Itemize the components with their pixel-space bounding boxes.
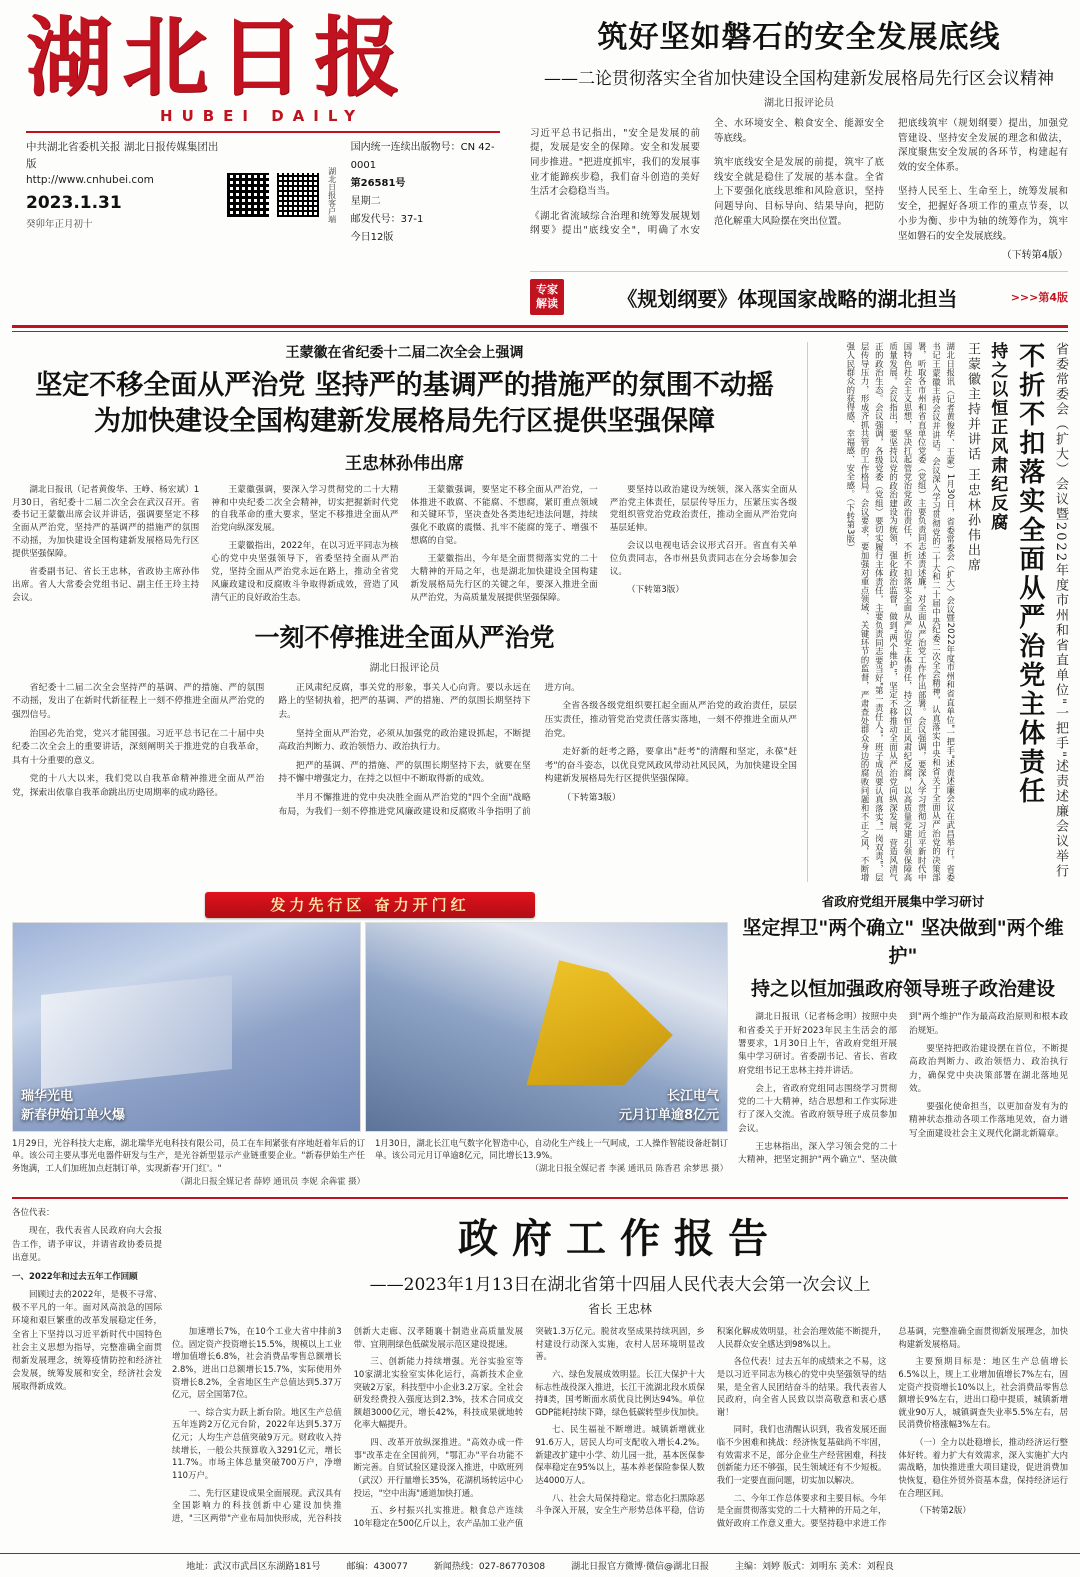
footer-editors: 主编：刘婷 版式：刘明东 美术：刘程良 (734, 1562, 894, 1572)
right-article-head: 省委常委会（扩大）会议暨2022年度市州和省直单位"一把手"述责述廉会议举行 (1053, 341, 1068, 879)
paragraph: 全省各级各级党组织要扛起全面从严治党的政治责任，层层压实责任，推动管党治党责任落实落地，一刻不停推进全面从严治党。 (544, 701, 797, 739)
caption-right-text: 1月30日，湖北长江电气数字化智造中心，自动化生产线上一气呵成，工人操作智能设备赶制订单。该公司元月订单逾8亿元，同比增长13.9%。 (375, 1137, 728, 1161)
paragraph: 习近平总书记指出，"安全是发展的前提，发展是安全的保障。安全和发展要同步推进。"把进度抓牢，我们的发展事业才能蹄疾步稳，我们奋斗创造的美好生活才会稳稳当当。 (530, 127, 700, 198)
logo-divider (26, 131, 500, 133)
masthead-info (12, 139, 512, 247)
weekday: 星期二 (350, 195, 381, 207)
paragraph: 正风肃纪反腐，事关党的形象，事关人心向背。要以永远在路上的坚韧执着，把严的基调、严的措施、严的氛围长期坚持下去。 (278, 682, 531, 720)
expert-interpretation-bar (530, 271, 1068, 315)
paragraph: 筑牢底线安全是发展的前提，筑牢了底线安全就是稳住了发展的基本盘。全省上下要强化底线思维和风险意识，坚持问题导向、目标导向、结果导向，把防范化解重大风险摆在突出位置。 (714, 156, 884, 227)
report-subtitle: ——2023年1月13日在湖北省第十四届人民代表大会第一次会议上 (369, 1275, 871, 1296)
newspaper-logo-en: HUBEI DAILY (160, 106, 364, 125)
caption-right (375, 1137, 728, 1187)
paragraph: 王蒙徽强调，要深入学习贯彻党的二十大精神和中央纪委二次全会精神，切实把握新时代党的自我革命的重大要求，坚定不移推进全面从严治党向纵深发展。 (211, 484, 399, 534)
photo-right-caption-overlay (619, 1088, 719, 1124)
paragraph: 党的十八大以来，我们党以自我革命精神推进全面从严治党，探索出依靠自我革命跳出历史周期率的成功路径。 (12, 774, 265, 799)
paragraph: 加速增长7%，在10个工业大省中排前3位。固定资产投资增长15.5%，规模以上工业增加值增长6.8%，社会消费品零售总额增长2.8%，进出口总额增长15.7%，实际使用外资增长8.2%，全省地区生产总值达到5.37万亿元，居全国第7位。 (172, 1326, 342, 1400)
paragraph: 五、乡村振兴扎实推进。粮食总产连续10年稳定在500亿斤以上，农产品加工业产值突破1.3万亿元。脱贫攻坚成果持续巩固，乡村建设行动深入实施，农村人居环境明显改善。 (353, 1326, 705, 1528)
lead-kicker: 王蒙徽在省纪委十二届二次全会上强调 (285, 344, 524, 361)
caption-left-text: 1月29日，光谷科技大走廊，湖北瑞华光电科技有限公司，员工在车间紧张有序地赶着年后的订单。该公司主要从事光电器件研发与生产，是光谷新型显示产业链重要企业。"新春伊始生产任务饱满，工人们加班加点赶制订单，实现新春'开门红'。" (12, 1137, 365, 1173)
paragraph: 三、创新能力持续增强。光谷实验室等10家湖北实验室实体化运行，高新技术企业突破2万家，科技型中小企业3.2万家。全社会研发经费投入强度达到2.3%，技术合同成交额超3000亿元，增长42%，科技成果就地转化率大幅提升。 (353, 1356, 524, 1430)
photo-band-right-article (738, 892, 1068, 1187)
footer-address: 地址：武汉市武昌区东湖路181号 (186, 1562, 321, 1572)
paragraph: 《湖北省流域综合治理和统筹发展规划纲要》提出"底线安全"，明确了水安全、水环境安全、粮食安全、能源安全等底线。 (530, 118, 884, 237)
newspaper-logo: 湖北日报 (26, 7, 410, 108)
paragraph: 坚持人民至上、生命至上，统筹发展和安全，把握好各项工作的重点节奏，以小步为衡、步中为轴的统筹作为，筑牢坚如磐石的安全发展底线。 (898, 186, 1068, 242)
gov-study-kicker: 省政府党组开展集中学习研讨 (821, 893, 985, 909)
expert-title[interactable]: 《规划纲要》体现国家战略的湖北担当 (617, 286, 958, 311)
photo-right-label-2: 元月订单逾8亿元 (618, 1107, 719, 1123)
paragraph: 要强化使命担当，以更加奋发有为的精神状态推动各项工作落地见效，奋力谱写全面建设社会主义现代化湖北新篇章。 (909, 1102, 1068, 1139)
qr-code-label: 湖北日报客户端 (327, 166, 337, 223)
paragraph: 治国必先治党，党兴才能国强。习近平总书记在二十届中央纪委二次全会上的重要讲话，深刻阐明关于推进党的自我革命，具有十分重要的意义。 (12, 728, 265, 766)
gov-study-title-1[interactable]: 坚定捍卫"两个确立" 坚决做到"两个维护" (742, 916, 1064, 968)
paragraph: 要坚持以政治建设为统领，深入落实全面从严治党主体责任，层层传导压力，压紧压实各级党组织管党治党政治责任，推动全面从严治党向基层延伸。 (609, 484, 797, 534)
paragraph: 王蒙徽指出，今年是全面贯彻落实党的二十大精神的开局之年，也是湖北加快建设全国构建新发展格局先行区的关键之年，要深入推进全面从严治党，为高质量发展提供坚强保障。 (410, 554, 598, 603)
paragraph: 省纪委十二届二次全会坚持严的基调、严的措施、严的氛围不动摇，发出了在新时代新征程上一刻不停推进全面从严治党的强烈信号。 (12, 682, 265, 720)
paragraph: 湖北日报讯（记者黄俊华、王峥、杨宏斌）1月30日，省纪委十二届二次全会在武汉召开。省委书记王蒙徽出席会议并讲话，强调要坚定不移全面从严治党，坚持严的基调严的措施严的氛围不动摇，为加快建设全国构建新发展格局先行区提供坚强保障。 (12, 484, 200, 560)
paragraph: 各位代表！过去五年的成绩来之不易，这是以习近平同志为核心的党中央坚强领导的结果，是全省人民团结奋斗的结果。我代表省人民政府，向全省人民致以崇高敬意和衷心感谢！ (716, 1356, 887, 1417)
paragraph: 会上，省政府党组同志围绕学习贯彻党的二十大精神，结合思想和工作实际进行了深入交流。省政府领导班子成员参加会议。 (738, 1083, 897, 1134)
photo-band (12, 892, 1068, 1187)
report-salutation: 各位代表： (12, 1208, 55, 1219)
photo-captions (12, 1137, 728, 1187)
report-jump[interactable]: （下转第2版） (915, 1505, 971, 1516)
paragraph: 湖北日报讯（记者杨念明）按照中央和省委关于开好2023年民主生活会的部署要求，1月30日上午，省政府党组开展集中学习研讨。省委副书记、省长、省政府党组书记王忠林主持并讲话。 (738, 1012, 897, 1076)
paragraph: 会议以电视电话会议形式召开。省直有关单位负责同志，各市州县负责同志在分会场参加会议。 (609, 541, 797, 577)
caption-left-credit: （湖北日报全媒记者 薛婷 通讯员 李妮 余犇霍 摄） (175, 1175, 365, 1186)
report-body (172, 1325, 1068, 1529)
photo-right-label-1: 长江电气 (666, 1089, 719, 1105)
editorial-byline: 湖北日报评论员 (369, 662, 440, 674)
post-code: 邮发代号：37-1 (350, 213, 424, 225)
paragraph: 六、绿色发展成效明显。长江大保护十大标志性战役深入推进，长江干流湖北段水质保持Ⅱ类，国考断面水质优良比例达94%。单位GDP能耗持续下降，绿色低碳转型步伐加快。 (535, 1369, 705, 1417)
report-section-heading: 一、2022年和过去五年工作回顾 (12, 1271, 138, 1282)
page-count: 今日12版 (350, 231, 394, 243)
photo-changjiang-electric (365, 922, 728, 1132)
paragraph: 八、社会大局保持稳定。常态化扫黑除恶斗争深入开展，安全生产形势总体平稳，信访积案化解成效明显，社会治理效能不断提升，人民群众安全感达到98%以上。 (535, 1326, 887, 1516)
editorial-title[interactable]: 一刻不停推进全面从严治党 (254, 622, 555, 652)
issue-number: 第26581号 (350, 177, 406, 189)
lead-article-body (12, 484, 797, 608)
gov-study-title-2[interactable]: 持之以恒加强政府领导班子政治建设 (750, 977, 1055, 1000)
masthead-divider (12, 325, 1068, 332)
top-headline-title[interactable]: 筑好坚如磐石的安全发展底线 (597, 20, 1001, 55)
editorial-body (12, 682, 797, 820)
top-headline-byline: 湖北日报评论员 (764, 98, 834, 109)
main-left-column (12, 342, 807, 882)
report-intro-column (12, 1207, 172, 1529)
paragraph: 四、改革开放纵深推进。"高效办成一件事"改革走在全国前列，"鄂汇办"平台功能不断完善。自贸试验区建设深入推进，中欧班列（武汉）开行量增长35%，花湖机场转运中心投运，"空中出海"通道加快打通。 (353, 1437, 524, 1498)
top-headline-body (530, 117, 1068, 244)
paragraph: 七、民生福祉不断增进。城镇新增就业91.6万人，居民人均可支配收入增长4.2%。新建改扩建中小学、幼儿园一批，基本医保参保率稳定在95%以上，基本养老保险参保人数达4000万人。 (535, 1424, 705, 1485)
editorial-jump[interactable]: （下转第3版） (562, 793, 621, 804)
photo-ruihua-optoelectronics (12, 922, 361, 1132)
campaign-banner: 发力先行区 奋力开门红 (205, 892, 535, 918)
main-content (12, 342, 1068, 882)
expert-tag: 专家 解读 (530, 279, 564, 315)
page-footer (0, 1553, 1080, 1577)
paragraph: 坚持全面从严治党，必须从加强党的政治建设抓起，不断提高政治判断力、政治领悟力、政治执行力。 (278, 728, 531, 753)
gov-study-body (738, 1011, 1068, 1167)
right-article-kicker: 王蒙徽主持并讲话 王忠林孙伟出席 (965, 341, 980, 573)
cn-serial: 国内统一连续出版物号：CN 42-0001 (350, 141, 495, 171)
qr-code-secondary-icon[interactable] (277, 173, 319, 217)
lead-byline: 王忠林孙伟出席 (345, 453, 464, 474)
website-line[interactable]: http://www.cnhubei.com (26, 174, 154, 187)
photo-left-label-2: 新春伊始订单火爆 (21, 1107, 126, 1123)
main-right-column (807, 342, 1068, 882)
paragraph: 省委副书记、省长王忠林，省政协主席孙伟出席。省人大常委会党组书记、副主任王玲主持会议。 (12, 566, 200, 603)
photo-band-left (12, 892, 728, 1187)
paragraph: 走好新的赶考之路，要拿出"赶考"的清醒和坚定，永葆"赶考"的奋斗姿态，以优良党风政风带动社风民风，为加快建设全国构建新发展格局先行区提供坚强保障。 (544, 747, 797, 785)
editorial-block (12, 618, 797, 820)
paragraph: 回顾过去的2022年，是极不寻常、极不平凡的一年。面对风高浪急的国际环境和艰巨繁重的改革发展稳定任务，全省上下坚持以习近平新时代中国特色社会主义思想为指导，完整准确全面贯彻新发展理念，统筹疫情防控和经济社会发展，统筹发展和安全，经济社会发展取得新成效。 (12, 1290, 162, 1393)
right-article-title[interactable]: 不折不扣落实全面从严治党主体责任 (1014, 341, 1045, 806)
paragraph: 二、先行区建设成果全面展现。武汉具有全国影响力的科技创新中心建设加快推进，"三区两带"产业布局加快形成，光谷科技创新大走廊、汉孝随襄十制造业高质量发展带、宜荆荆绿色低碳发展示范区建设提速。 (172, 1326, 524, 1523)
paragraph: 现在，我代表省人民政府向大会报告工作，请予审议，并请省政协委员提出意见。 (12, 1226, 162, 1263)
caption-left (12, 1137, 365, 1187)
paragraph: 把严的基调、严的措施、严的氛围长期坚持下去，就要在坚持不懈中增强定力，在持之以恒中不断取得新的成效。 (278, 760, 531, 785)
lead-headline-line1[interactable]: 坚定不移全面从严治党 坚持严的基调严的措施严的氛围不动摇 (35, 369, 774, 401)
masthead-left (12, 7, 512, 315)
paragraph: 王蒙徽指出，2022年，在以习近平同志为核心的党中央坚强领导下，省委坚持全面从严治党，坚持全面从严治党永远在路上，推动全省党风廉政建设和反腐败斗争取得新成效，营造了风清气正的良好政治生态。 (211, 541, 399, 603)
paragraph: 要坚持把政治建设摆在首位，不断提高政治判断力、政治领悟力、政治执行力，确保党中央决策部署在湖北落地见效。 (909, 1043, 1068, 1094)
masthead (12, 0, 1068, 315)
photo-left-label-1: 瑞华光电 (21, 1089, 74, 1105)
report-title[interactable]: 政府工作报告 (458, 1215, 782, 1263)
paragraph: 王忠林指出，深入学习领会党的二十大精神，把坚定拥护"两个确立"、坚决做到"两个维护"作为最高政治原则和根本政治规矩。 (738, 1012, 1068, 1166)
paragraph: 一、综合实力跃上新台阶。地区生产总值五年连跨2万亿元台阶，2022年达到5.37万亿元；人均生产总值突破9万元。财政收入持续增长，一般公共预算收入3291亿元，增长11.7%。市场主体总量突破700万户，净增110万户。 (172, 1406, 342, 1480)
issue-date: 2023.1.31 (26, 193, 122, 214)
expert-page-ref[interactable]: >>>第4版 (1010, 291, 1068, 304)
paragraph: 主要预期目标是：地区生产总值增长6.5%以上，规上工业增加值增长7%左右，固定资产投资增长10%以上，社会消费品零售总额增长9%左右，进出口稳中提质，城镇新增就业90万人，城镇调查失业率5.5%左右，居民消费价格涨幅3%左右。 (898, 1356, 1068, 1430)
report-byline: 省长 王忠林 (588, 1302, 652, 1317)
government-work-report (12, 1197, 1068, 1529)
paragraph: 同时，我们也清醒认识到，我省发展还面临不少困难和挑战：经济恢复基础尚不牢固，有效需求不足，部分企业生产经营困难，科技创新能力还不够强，民生领域还有不少短板。我们一定要直面问题，切实加以解决。 (716, 1424, 887, 1485)
footer-hotline: 新闻热线：027-86770308 (433, 1562, 546, 1572)
paragraph: （一）全力以赴稳增长，推动经济运行整体好转。着力扩大有效需求，深入实施扩大内需战略，加快推进重大项目建设，促进消费加快恢复，稳住外贸外资基本盘，保持经济运行在合理区间。 (898, 1437, 1068, 1498)
footer-weibo: 湖北日报官方微博·微信@湖北日报 (571, 1562, 709, 1572)
top-headline-subtitle: ——二论贯彻落实全省加快建设全国构建新发展格局先行区会议精神 (544, 69, 1054, 89)
paragraph: 把底线筑牢（规划纲要）提出，加强党管建设、坚持安全发展的理念和做法，深度聚焦安全发展的各环节，构建起有效的安全体系。 (898, 118, 1068, 174)
paragraph: 二、今年工作总体要求和主要目标。今年是全面贯彻落实党的二十大精神的开局之年，做好政府工作意义重大。要坚持稳中求进工作总基调，完整准确全面贯彻新发展理念，加快构建新发展格局。 (716, 1326, 1068, 1528)
paragraph: 半月不懈推进的党中央决胜全面从严治党的"四个全面"战略布局，为我们一刻不停推进党风廉政建设和反腐败斗争指明了前进方向。 (278, 682, 580, 817)
paragraph: 王蒙徽强调，要坚定不移全面从严治党，一体推进不敢腐、不能腐、不想腐，紧盯重点领域和关键环节，坚决查处各类违纪违法问题，持续强化不敢腐的震慑、扎牢不能腐的笼子、增强不想腐的自觉。 (410, 484, 598, 547)
lead-jump[interactable]: （下转第3版） (626, 584, 684, 595)
publisher-line: 中共湖北省委机关报 湖北日报传媒集团出版 (26, 140, 219, 170)
lead-headline-line2[interactable]: 为加快建设全国构建新发展格局先行区提供坚强保障 (94, 406, 715, 438)
right-article-body: 湖北日报讯（记者黄俊华、王蒙）1月30日，省委常委会（扩大）会议暨2022年度市州和省直单位"一把手"述责述廉会议在武昌举行。省委书记王蒙徽主持会议并讲话。会议深入学习贯彻党的二十大和二十届中央纪委二次全会精神，认真落实中央和省关于全面从严治党的决策部署，听取各市州和省直单位党委（党组）主要负责同志述责述廉，对全面从严治党工作作出部署。会议强调，要深入学习贯彻习近平新时代中国特色社会主义思想，坚决扛起管党治党政治责任，不折不扣落实全面从严治党主体责任，持之以恒正风肃纪反腐，以高质量党建引领保障高质量发展。会议指出，要坚持以党的政治建设为统领，强化政治监督，做到"两个维护"，坚定不移推动全面从严治党向纵深发展，营造风清气正的政治生态。会议强调，各级党委（党组）要切实履行主体责任，主要负责同志要当好"第一责任人"，班子成员要认真落实"一岗双责"，层层传导压力，形成齐抓共管的工作格局。会议要求，要加强对重点领域、关键环节的监督，严肃查处群众身边的腐败问题和不正之风，不断增强人民群众的获得感、幸福感、安全感。（下转第3版） (845, 341, 956, 882)
footer-zip: 邮编：430077 (346, 1562, 408, 1572)
report-main (172, 1207, 1068, 1529)
caption-right-credit: （湖北日报全媒记者 李溪 通讯员 陈香君 余梦思 摄） (530, 1162, 728, 1173)
top-headline-block (512, 12, 1068, 315)
photo-left-caption-overlay (21, 1088, 125, 1124)
top-headline-jump[interactable]: （下转第4版） (1001, 250, 1068, 262)
photo-row (12, 922, 728, 1132)
lunar-date: 癸卯年正月初十 (26, 219, 93, 231)
qr-code-icon[interactable] (227, 173, 269, 217)
right-article-subtitle: 持之以恒正风肃纪反腐 (987, 341, 1008, 532)
